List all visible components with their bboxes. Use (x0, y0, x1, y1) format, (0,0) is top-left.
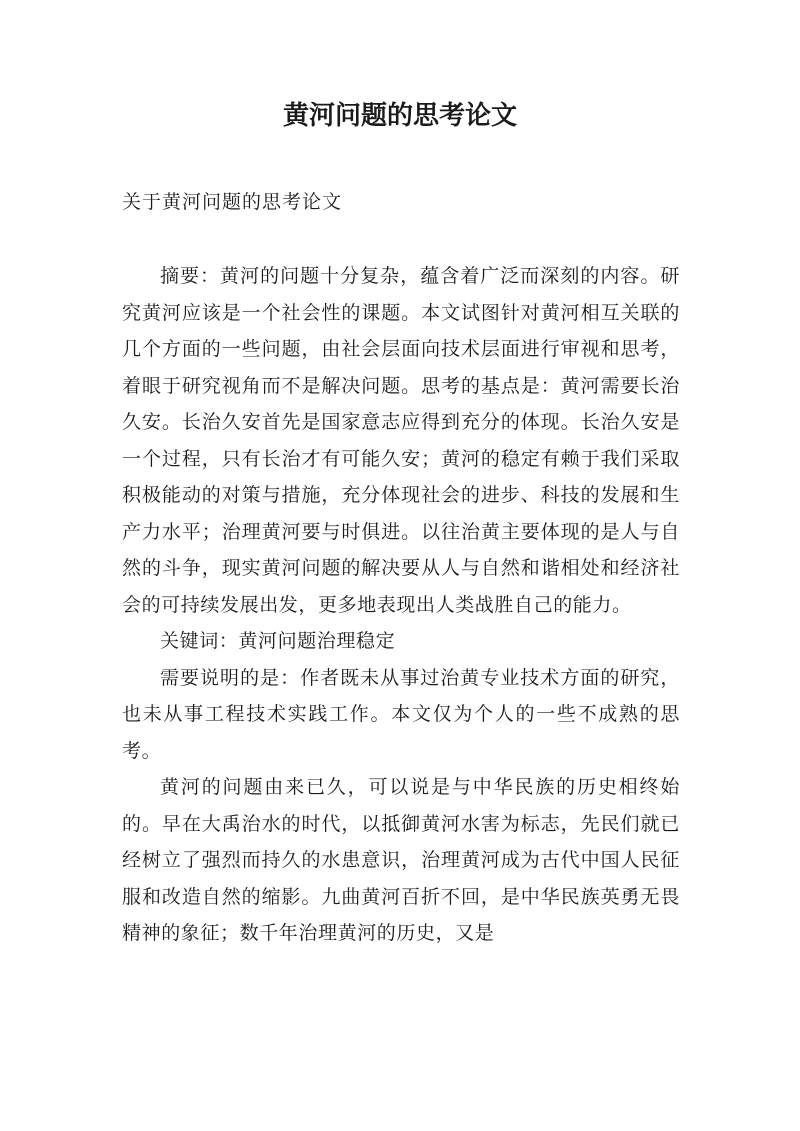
document-title: 黄河问题的思考论文 (282, 101, 517, 131)
abstract-paragraph: 摘要：黄河的问题十分复杂，蕴含着广泛而深刻的内容。研究黄河应该是一个社会性的课题。本文试图针对黄河相互关联的几个方面的一些问题，由社会层面向技术层面进行审视和思考，着眼于研究视角而不是解决问题。思考的基点是：黄河需要长治久安。长治久安首先是国家意志应得到充分的体现。长治久安是一个过程，只有长治才有可能久安；黄河的稳定有赖于我们采取积极能动的对策与措施，充分体现社会的进步、科技的发展和生产力水平；治理黄河要与时俱进。以往治黄主要体现的是人与自然的斗争，现实黄河问题的解决要从人与自然和谐相处和经济社会的可持续发展出发，更多地表现出人类战胜自己的能力。 (122, 265, 680, 616)
note-paragraph: 需要说明的是：作者既未从事过治黄专业技术方面的研究，也未从事工程技术实践工作。本文仅为个人的一些不成熟的思考。 (122, 666, 680, 762)
document-subtitle: 关于黄河问题的思考论文 (122, 191, 343, 213)
body-paragraph: 黄河的问题由来已久，可以说是与中华民族的历史相终始的。早在大禹治水的时代，以抵御黄河水害为标志，先民们就已经树立了强烈而持久的水患意识，治理黄河成为古代中国人民征服和改造自然的缩影。九曲黄河百折不回，是中华民族英勇无畏精神的象征；数千年治理黄河的历史，又是 (122, 776, 680, 944)
document-body (122, 258, 680, 952)
keywords-paragraph: 关键词：黄河问题治理稳定 (160, 630, 396, 652)
